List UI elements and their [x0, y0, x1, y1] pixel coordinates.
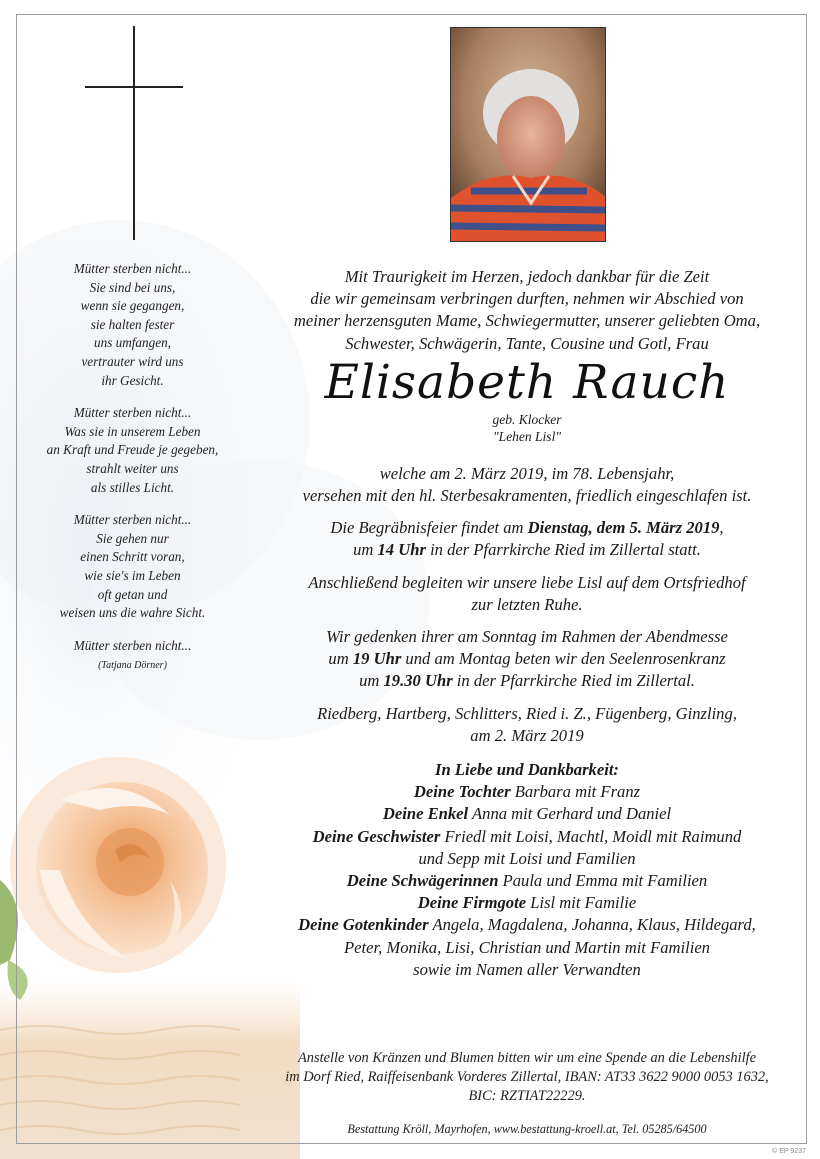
funeral-date: Dienstag, dem 5. März 2019	[527, 518, 720, 538]
poem-line: oft getan und	[97, 586, 168, 602]
mass-time: 19 Uhr	[352, 649, 402, 669]
rosary-time: 19.30 Uhr	[383, 671, 453, 691]
mourner-line: Deine Firmgote Lisl mit Familie	[417, 893, 637, 913]
donation-notice	[262, 1049, 792, 1139]
place-line: Riedberg, Hartberg, Schlitters, Ried i. Z., Fügenberg, Ginzling,	[317, 703, 737, 723]
cross-icon	[85, 26, 185, 240]
notice-line: im Dorf Ried, Raiffeisenbank Vorderes Zillertal, IBAN: AT33 3622 9000 0053 1632,	[285, 1069, 769, 1085]
mourner-line: Deine Gotenkinder Angela, Magdalena, Johanna, Klaus, Hildegard,	[298, 915, 756, 935]
poem-line: Mütter sterben nicht...	[73, 637, 192, 653]
place-date: am 2. März 2019	[470, 725, 584, 745]
portrait-photo	[450, 27, 606, 242]
poem-line: vertrauter wird uns	[81, 353, 184, 369]
burial-line: zur letzten Ruhe.	[471, 594, 583, 614]
death-line: welche am 2. März 2019, im 78. Lebensjahr,	[379, 463, 675, 483]
mourners-title: In Liebe und Dankbarkeit:	[435, 760, 619, 780]
mourner-line: Deine Schwägerinnen Paula und Emma mit Familien	[346, 871, 708, 891]
mass-line: um 19 Uhr und am Montag beten wir den Seelenrosenkranz	[328, 649, 726, 669]
nickname: "Lehen Lisl"	[493, 428, 561, 444]
poem-line: an Kraft und Freude je gegeben,	[46, 442, 219, 458]
deceased-name: Elisabeth Rauch	[324, 354, 730, 410]
poem-line: strahlt weiter uns	[86, 460, 179, 476]
maiden-name: geb. Klocker	[492, 411, 562, 427]
main-text	[262, 266, 792, 981]
funeral-line: Die Begräbnisfeier findet am Dienstag, dem 5. März 2019,	[330, 518, 724, 538]
mourner-closing: sowie im Namen aller Verwandten	[413, 959, 641, 979]
mass-line: Wir gedenken ihrer am Sonntag im Rahmen der Abendmesse	[326, 627, 728, 647]
poem-line: Mütter sterben nicht...	[73, 261, 192, 276]
poem-line: als stilles Licht.	[90, 479, 175, 495]
notice-line: BIC: RZTIAT22229.	[468, 1088, 586, 1104]
intro-line: die wir gemeinsam verbringen durften, nehmen wir Abschied von	[310, 289, 744, 309]
undertaker-line: Bestattung Kröll, Mayrhofen, www.bestattung-kroell.at, Tel. 05285/64500	[347, 1122, 707, 1136]
death-line: versehen mit den hl. Sterbesakramenten, friedlich eingeschlafen ist.	[302, 486, 752, 506]
funeral-time: 14 Uhr	[377, 540, 426, 560]
poem-line: einen Schritt voran,	[80, 549, 185, 565]
mourner-line: Peter, Monika, Lisi, Christian und Martin mit Familien	[344, 937, 710, 957]
poem	[30, 260, 235, 676]
print-code: © EP 9237	[772, 1148, 806, 1155]
poem-line: Mütter sterben nicht...	[73, 512, 192, 528]
poem-line: Was sie in unserem Leben	[64, 423, 201, 439]
poem-line: ihr Gesicht.	[101, 372, 164, 388]
poem-line: sie halten fester	[90, 316, 175, 332]
mourner-line: Deine Enkel Anna mit Gerhard und Daniel	[382, 804, 672, 824]
intro-line: Schwester, Schwägerin, Tante, Cousine und Gotl, Frau	[345, 333, 709, 353]
intro-line: Mit Traurigkeit im Herzen, jedoch dankbar für die Zeit	[344, 267, 710, 286]
poem-line: Sie gehen nur	[96, 530, 169, 546]
poem-line: Sie sind bei uns,	[89, 279, 176, 295]
poem-stanza	[30, 260, 235, 390]
mourner-line: und Sepp mit Loisi und Familien	[418, 848, 636, 868]
poem-line: weisen uns die wahre Sicht.	[59, 605, 206, 621]
mourner-line: Deine Tochter Barbara mit Franz	[413, 782, 641, 802]
poem-line: wie sie's im Leben	[84, 567, 181, 583]
funeral-line: um 14 Uhr in der Pfarrkirche Ried im Zillertal statt.	[353, 540, 701, 560]
poem-credit: (Tatjana Dörner)	[98, 660, 167, 672]
poem-stanza	[30, 511, 235, 623]
poem-line: Mütter sterben nicht...	[73, 405, 192, 421]
poem-line: wenn sie gegangen,	[80, 298, 185, 314]
poem-line: uns umfangen,	[94, 335, 171, 351]
intro-line: meiner herzensguten Mame, Schwiegermutter, unserer geliebten Oma,	[293, 311, 761, 331]
notice-line: Anstelle von Kränzen und Blumen bitten wir um eine Spende an die Lebenshilfe	[297, 1050, 757, 1066]
mourner-line: Deine Geschwister Friedl mit Loisi, Machtl, Moidl mit Raimund	[312, 826, 742, 846]
rosary-line: um 19.30 Uhr in der Pfarrkirche Ried im Zillertal.	[359, 671, 695, 691]
burial-line: Anschließend begleiten wir unsere liebe Lisl auf dem Ortsfriedhof	[308, 572, 746, 592]
poem-stanza	[30, 404, 235, 497]
